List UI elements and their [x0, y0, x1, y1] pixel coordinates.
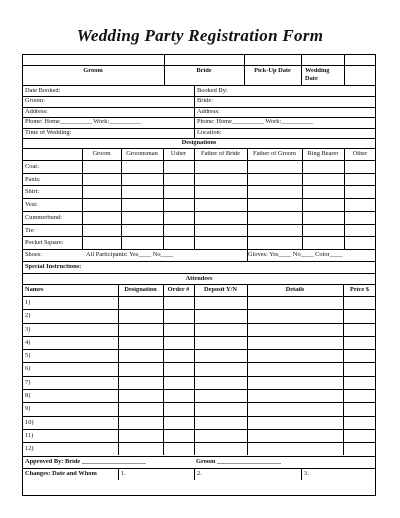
attendee-row-number: 9)	[25, 406, 31, 413]
divider	[22, 309, 376, 310]
divider	[22, 65, 376, 66]
designation-row-label: Pocket Square:	[25, 240, 64, 247]
change-item: 2.	[197, 470, 202, 477]
designation-row-label: Cummerbund:	[25, 214, 62, 221]
divider	[22, 107, 376, 108]
designation-row-label: Vest:	[25, 202, 38, 209]
designation-column-header: Usher	[170, 151, 187, 157]
header-wedding-date-2: Date	[305, 76, 318, 82]
divider	[163, 148, 164, 249]
divider	[247, 249, 248, 261]
divider	[244, 54, 245, 85]
divider	[22, 173, 376, 174]
divider	[194, 284, 195, 456]
divider	[22, 138, 376, 139]
divider	[22, 323, 376, 324]
attendee-row-number: 2)	[25, 313, 31, 320]
divider	[121, 148, 122, 249]
divider	[22, 336, 376, 337]
divider	[22, 284, 376, 285]
designation-column-header: Ring Bearer	[307, 151, 339, 157]
divider	[22, 468, 376, 469]
divider	[22, 249, 376, 250]
divider	[22, 442, 376, 443]
divider	[247, 148, 248, 249]
designation-column-header: Other	[352, 151, 368, 157]
divider	[344, 148, 345, 249]
divider	[22, 198, 376, 199]
header-wedding-date-1: Wedding	[305, 68, 330, 74]
shoes-all-participants: All Participants: Yes____ No____	[86, 251, 174, 258]
designation-row-label: Tie:	[25, 227, 36, 234]
attendee-column-header: Price $	[350, 286, 369, 293]
attendee-row-number: 5)	[25, 353, 31, 360]
header-pickup-date: Pick-Up Date	[254, 68, 291, 74]
divider	[163, 284, 164, 456]
divider	[22, 148, 376, 149]
divider	[22, 362, 376, 363]
header-groom: Groom	[83, 68, 103, 74]
designation-column-header: Groom	[92, 151, 111, 157]
special-instructions-label: Special Instructions:	[25, 263, 82, 270]
designation-column-header: Father of Bride	[200, 151, 241, 157]
divider	[194, 468, 195, 480]
divider	[22, 261, 376, 262]
divider	[22, 211, 376, 212]
divider	[22, 376, 376, 377]
attendee-column-header: Details	[285, 286, 305, 293]
approved-by-groom: Groom ____________________	[196, 458, 281, 465]
changes-label: Changes: Date and Whom	[25, 470, 97, 477]
attendee-row-number: 12)	[25, 446, 34, 453]
attendee-row-number: 1)	[25, 299, 31, 306]
attendee-column-header: Names	[25, 286, 44, 293]
designation-row-label: Shirt:	[25, 189, 40, 196]
change-item: 3.	[304, 470, 309, 477]
info-field-left: Groom:	[25, 98, 45, 105]
divider	[22, 160, 376, 161]
divider	[247, 284, 248, 456]
info-field-right: Location:	[197, 129, 222, 136]
shoes-label: Shoes:	[25, 251, 43, 258]
form-title: Wedding Party Registration Form	[76, 26, 324, 45]
divider	[301, 468, 302, 480]
divider	[22, 402, 376, 403]
divider	[22, 117, 376, 118]
designation-column-header: Father of Groom	[253, 151, 296, 157]
designations-title: Designations	[181, 140, 217, 146]
attendee-row-number: 10)	[25, 419, 34, 426]
divider	[301, 54, 302, 85]
divider	[343, 284, 344, 456]
divider	[22, 96, 376, 97]
attendee-row-number: 8)	[25, 393, 31, 399]
change-item: 1.	[121, 470, 126, 477]
approved-by-bride: Approved By: Bride ____________________	[25, 458, 146, 465]
divider	[22, 456, 376, 457]
divider	[302, 148, 303, 249]
divider	[22, 416, 376, 417]
header-bride: Bride	[196, 68, 212, 74]
divider	[344, 54, 345, 85]
attendee-row-number: 3)	[25, 326, 31, 333]
attendee-row-number: 11)	[25, 432, 34, 439]
designation-column-header: Groomsman	[126, 151, 158, 157]
attendee-row-number: 7)	[25, 379, 31, 386]
divider	[22, 236, 376, 237]
divider	[22, 429, 376, 430]
info-field-right: Address:	[197, 108, 220, 115]
gloves-field: Gloves: Yes____ No____ Color____	[248, 251, 343, 258]
divider	[22, 224, 376, 225]
info-field-right: Bride:	[197, 98, 213, 105]
attendee-column-header: Deposit Y/N	[204, 286, 237, 293]
info-field-right: Phone: Home__________ Work:__________	[197, 119, 314, 126]
divider	[164, 54, 165, 85]
divider	[22, 85, 376, 86]
divider	[22, 273, 376, 274]
divider	[118, 468, 119, 480]
divider	[22, 128, 376, 129]
divider	[82, 148, 83, 249]
divider	[22, 349, 376, 350]
divider	[22, 389, 376, 390]
attendee-column-header: Designation	[124, 286, 157, 293]
designation-row-label: Coat:	[25, 164, 39, 170]
attendee-row-number: 6)	[25, 366, 31, 373]
info-field-left: Phone: Home__________ Work:__________	[25, 119, 142, 126]
divider	[22, 185, 376, 186]
info-field-left: Date Booked:	[25, 88, 61, 94]
info-field-right: Booked By:	[197, 88, 228, 94]
divider	[22, 296, 376, 297]
divider	[194, 86, 195, 138]
divider	[118, 284, 119, 456]
info-field-left: Address:	[25, 108, 48, 115]
divider	[194, 148, 195, 249]
designation-row-label: Pants:	[25, 176, 41, 183]
info-field-left: Time of Wedding:	[25, 129, 72, 136]
attendee-row-number: 4)	[25, 339, 31, 346]
attendee-column-header: Order #	[167, 286, 190, 293]
attendees-title: Attendees	[185, 275, 213, 282]
